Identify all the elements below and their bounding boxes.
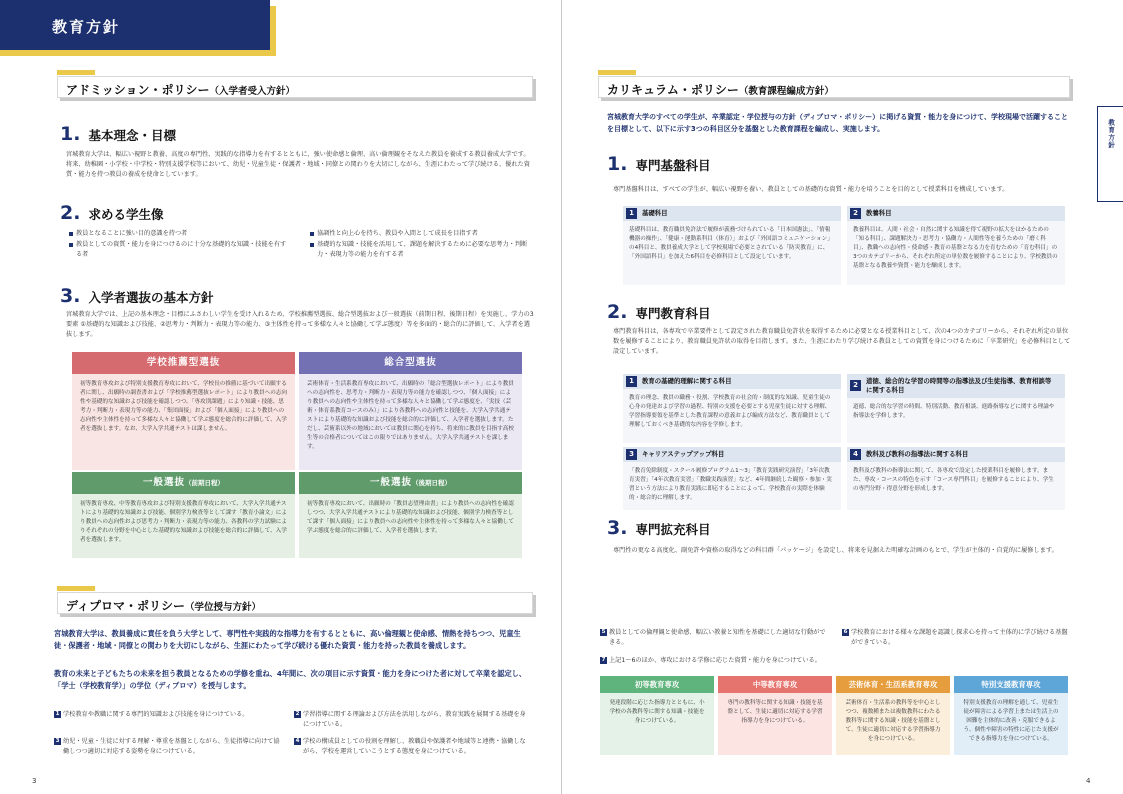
box-subtitle: （後期日程） [412,479,451,487]
curriculum-heading-3 [607,514,710,543]
diploma-policy-title-box [57,592,533,614]
curriculum-policy-title-box [598,76,1070,98]
comprehensive-selection-header [299,352,522,374]
item-text: 上記1～6のほか、専攻における学修に応じた資質・能力を身につけている。 [609,657,821,664]
heading-label: 基本理念・目標 [88,128,176,143]
box-number: 1 [626,208,637,219]
admission-bullet-3: 協調性と向上心を持ち、教員や入間として成長を目指す者 [310,229,532,239]
title-accent-bar [57,70,95,75]
major-secondary-text: 専門の教科等に関する知識・技能を基盤として、生徒に適切に対応する学習指導力を身につけている。 [718,693,832,755]
general-first-header [72,472,295,494]
item-text: 学校の構成員としての役割を理解し、教職員や保護者や地域等と連携・協働しながら、学校を運営していこうとする態度を身につけている。 [303,738,526,755]
box-label: 教養科目 [866,209,892,217]
moral-guidance-header [847,374,1065,398]
basic-subjects-header [623,206,841,221]
admission-title: アドミッション・ポリシー [66,83,210,97]
heading-number: 2. [607,298,627,327]
page-number-left: 3 [32,777,37,785]
curriculum-s3-text: 専門性の更なる高度化、副免許や資格の取得などの科目群「パッケージ」を設定し、将来を見据えた明確な計画のもとで、学生が主体的・自覚的に履修します。 [613,547,1058,554]
school-recommendation-header [72,352,295,374]
diploma-item-4 [294,737,526,757]
box-number: 3 [626,449,637,460]
heading-number: 3. [60,282,80,311]
curriculum-s2-text: 専門教育科目は、各専攻で卒業要件として設定された教育職員免許状を取得するために必要となる授業科目として、次の4つのカテゴリーから、それぞれ所定の単位数を履修することにより、教育職員免許状の取得を目指します。また、生涯にわたり学び続ける教員としての資質を身につけるために「卒業研究」を必修科目として設定しています。 [613,328,1071,355]
side-index-label: 教育方針 [1107,119,1116,149]
box-number: 1 [626,376,637,387]
box-number: 4 [850,449,861,460]
box-label: 教育の基礎的理解に関する科目 [642,377,732,385]
admission-subtitle: （入学者受入方針） [209,86,296,97]
major-special-support-text: 特別支援教育の理解を通して、児童生徒が障害による学習上または生活上の困難を主体的に改善・克服できるよう、個性や障害の特性に応じた支援ができる指導力を身につけている。 [954,693,1068,755]
page-header-title: 教育方針 [0,0,270,50]
admission-h1-text: 宮城教育大学は、幅広い視野と教養、高度の専門性、実践的な指導力を有するとともに、強い使命感と倫理、高い倫理観をそなえた教員を養成する教員養成大学です。将来、幼稚園・小学校・中学校・特別支援学校等において、幼児・児童生徒・保護者・地域・同僚との関わりを大切にしながら、生涯にわたって学び続ける、優れた資質・能力を持つ教員の養成を使命としています。 [66,151,530,178]
box-number: 2 [850,208,861,219]
item-number: 1 [55,711,60,717]
basic-subjects-text: 基礎科目は、教育職員免許法で履修が義務づけられている「日本国憲法」、「情報機器の操作」、「健康・運動系科目（体育）」および「外国語コミュニケーション」の4科目と、教員養成大学として学校現場で必要とされている「防災教育」に、「外国語科目」を加えた6科目を必修科目として設定しています。 [623,221,841,285]
diploma-item-5 [600,628,828,648]
major-elementary-text: 発達段階に応じた指導力とともに、小学校の各教科等に関する知識・技能を身につけている。 [600,693,714,755]
admission-heading-1 [60,120,176,149]
heading-label: 求める学生像 [88,207,164,222]
school-recommendation-text: 初等教育専攻および特別支援教育専攻において、学校長の推薦に基づいて出願する者に関し、出願時の調査書および「学校推薦型選抜レポート」により教員への志向性や基礎的な知識および技能を確認しつつ、「専攻別課題」により知識・技能、思考力・判断力・表現力等の能力、「集団面接」および「個人面接」により教員への志向性や主体性を持って多様な人々と協働して学ぶ態度を総合的に評価して、入学者を選抜します。なお、大学入学共通テストは課しません。 [72,374,295,470]
curriculum-title: カリキュラム・ポリシー [607,83,739,97]
heading-number: 1. [60,120,80,149]
general-second-header [299,472,522,494]
diploma-item-3 [54,737,280,757]
diploma-paragraph-1: 宮城教育大学は、教員養成に責任を負う大学として、専門性や実践的な指導力を有するとともに、高い倫理観と使命感、情熱を持ちつつ、児童生徒・保護者・地域・同僚との関わりを大切にしながら、生涯にわたって学び続ける優れた資質・能力を持った教員を養成します。 [54,629,521,650]
box-label: 教科及び教科の指導法に関する科目 [866,450,969,458]
heading-number: 2. [60,199,80,228]
career-step-header [623,447,841,462]
box-label: 道徳、総合的な学習の時間等の指導法及び生徒指導、教育相談等に関する科目 [866,377,1052,394]
major-elementary-header: 初等教育専攻 [600,676,714,693]
item-number: 7 [601,657,606,663]
heading-label: 専門拡充科目 [635,522,711,537]
box-subtitle: （前期日程） [185,479,224,487]
major-arts-pe-text: 芸術体育・生活系の教科等を中心としつつ、複数種または複数教科にわたる教科等に関する知識・技能を基盤として、生徒に適切に対応する学習指導力を身につけている。 [836,693,950,755]
box-title: 一般選抜 [142,477,185,488]
heading-number: 3. [607,514,627,543]
item-number: 4 [295,738,300,744]
education-basics-text: 教育の理念、教員の職務・役割、学校教育の社会的・制度的な知識、児童生徒の心身の発達および学習の過程、特別の支援を必要とする児童生徒に対する理解、学習指導要領を基準とした教育課程の意義および編成方法など、教育職員として理解しておくべき基礎的な内容を学修します。 [623,389,841,443]
diploma-paragraph-2: 教育の未来と子どもたちの未来を担う教員となるための学修を重ね、4年間に、次の項目に示す資質・能力を身につけた者に対して卒業を認定し、「学士（学校教育学）」の学位（ディプロマ）を授与します。 [54,669,527,690]
moral-guidance-text: 道徳、総合的な学習の時間、特別活動、教育相談、進路指導などに関する理論や指導法を学修します。 [847,398,1065,443]
item-number: 6 [843,629,848,635]
comprehensive-selection-text: 芸術体育・生活系教育専攻において、出願時の「総合型選抜レポート」により教員への志向性を、思考力・判断力・表現力等の能力を確認しつつ、「個人面接」により教員への志向性や主体性を持って多様な人々と協働して学ぶ態度を、「実技（芸術・体育系教育コースのみ）」により各教科への志向性と技能を、大学入学共通テストにより基礎的な知識および技能を総合的に評価して、入学者を選抜します。ただし、芸術系以外の地域においては教員に関心を持ち、将来的に教員を目指す高校生等の合格者についてはこの限りではありません。大学入学共通テストを課します。 [299,374,522,470]
box-number: 2 [850,380,861,391]
item-text: 学校教育や教職に関する専門的知識および技能を身につけている。 [63,711,249,718]
admission-heading-2 [60,199,163,228]
admission-bullet-2: 教員としての資質・能力を身につけるのに十分な基礎的な知識・技能を有する者 [69,240,291,260]
diploma-item-2 [294,710,526,730]
admission-bullet-1: 教員となることに強い目的意識を持つ者 [69,229,291,239]
curriculum-intro: 宮城教育大学のすべての学生が、卒業認定・学位授与の方針（ディプロマ・ポリシー）に掲げる資質・能力を身につけて、学校現場で活躍することを目標として、以下に示す3つの科目区分を基盤とした教育課程を編成し、実施します。 [607,113,1069,133]
item-number: 2 [295,711,300,717]
curriculum-heading-2 [607,298,710,327]
education-basics-header [623,374,841,389]
box-title: 総合型選抜 [384,357,437,368]
heading-label: 専門教育科目 [635,306,711,321]
major-arts-pe-header: 芸術体育・生活系教育専攻 [836,676,950,693]
box-label: キャリアステップアップ科目 [642,450,725,458]
diploma-item-6 [842,628,1072,648]
title-accent-bar [57,586,95,591]
title-accent-bar [598,70,636,75]
career-step-text: 「教育免除制度・スクール履修プログラム1～3」「教育実践研究演習」「3年次教育実習」「4年次教育実習」「教職実践演習」など、4年間継続した観察・参加・実習という方法により教育実践に即応することによって、学校教育の実際を体験的・総合的に理解します。 [623,462,841,510]
admission-bullet-4: 基礎的な知識・技能を活用して、課題を解決するために必要な思考力・判断力・表現力等の能力を有する者 [310,240,532,260]
item-number: 5 [601,629,606,635]
liberal-arts-header [847,206,1065,221]
heading-label: 入学者選抜の基本方針 [88,290,214,305]
heading-number: 1. [607,150,627,179]
diploma-item-7 [600,656,1070,666]
major-secondary-header: 中等教育専攻 [718,676,832,693]
curriculum-s1-text: 専門基盤科目は、すべての学生が、幅広い視野を養い、教員としての基礎的な資質・能力を培うことを目的として授業科目を構成しています。 [613,186,1009,193]
box-label: 基礎科目 [642,209,668,217]
page-spine [561,0,562,794]
admission-policy-title-box [57,76,533,98]
general-first-text: 初等教育専攻、中等教育専攻および特別支援教育専攻において、大学入学共通テストにより基礎的な知識および技能、個別学力検査等として課す「教育小論文」により教員への志向性および思考力・判断力・表現力等の能力、各教科の学力試験によりそれぞれの分野を中心とした基礎的な知識および技能を総合的に評価して、入学者を選抜します。 [72,494,295,558]
subject-teaching-text: 教科及び教科の指導法に関して、各専攻で設定した授業科目を履修します。また、専攻・コースの特色を示す「コース専門科目」を履修することにより、学生の専門分野・得意分野を形成します。 [847,462,1065,510]
curriculum-heading-1 [607,150,710,179]
item-text: 学習指導に関する理論および方法を活用しながら、教育実践を展開する基礎を身につけている。 [303,711,526,728]
item-text: 幼児・児童・生徒に対する理解・尊重を基盤としながら、生徒指導に向けて協働しつつ適切に対応する姿勢を身につけている。 [63,738,280,755]
item-text: 教員としての倫理観と使命感、幅広い教養と知性を基礎にした適切な行動ができる。 [609,629,826,646]
item-number: 3 [55,738,60,744]
curriculum-subtitle: （教育課程編成方針） [738,86,834,97]
general-second-text: 初等教育専攻において、出願時の「教員志望理由書」により教員への志向性を確認しつつ、大学入学共通テストにより基礎的な知識および技能、個別学力検査等として課す「個人面接」により教員への志向性や主体性を持って多様な人々と協働して学ぶ態度を総合的に評価して、入学者を選抜します。 [299,494,522,558]
page-number-right: 4 [1086,777,1091,785]
box-title: 学校推薦型選抜 [146,357,221,368]
box-title: 一般選抜 [369,477,412,488]
subject-teaching-header [847,447,1065,462]
admission-heading-3 [60,282,213,311]
admission-h3-text: 宮城教育大学では、上記の基本理念・目標にふさわしい学生を受け入れるため、学校推薦型選抜、総合型選抜および一般選抜（前期日程、後期日程）を実施し、学力の3要素 ①基礎的な知識および技能、②思考力・判断力・表現力等の能力、③主体性を持って多様な人々と協働して学ぶ態度）等を多面的・総合的に評価して、入学者を選抜します。 [66,311,534,338]
heading-label: 専門基盤科目 [635,158,711,173]
side-index-tab [1097,106,1123,202]
liberal-arts-text: 教養科目は、人間・社会・自然に関する知識を得て視野の拡大をはかるための「知る科目」、課題解決力・思考力・協働力・人間性等を養うための「磨く科目」、教職への志向性・使命感・教育の基盤となる力を育むための「育む科目」の3つのカテゴリーから、それぞれ所定の単位数を履修することにより、学校教員の基盤となる教養や資質・能力を醸成します。 [847,221,1065,285]
item-text: 学校教育における様々な課題を認識し探求心を持って主体的に学び続ける基盤ができている。 [851,629,1068,646]
major-special-support-header: 特別支援教育専攻 [954,676,1068,693]
diploma-subtitle: （学位授与方針） [185,602,262,613]
diploma-title: ディプロマ・ポリシー [66,599,186,613]
diploma-item-1 [54,710,280,720]
